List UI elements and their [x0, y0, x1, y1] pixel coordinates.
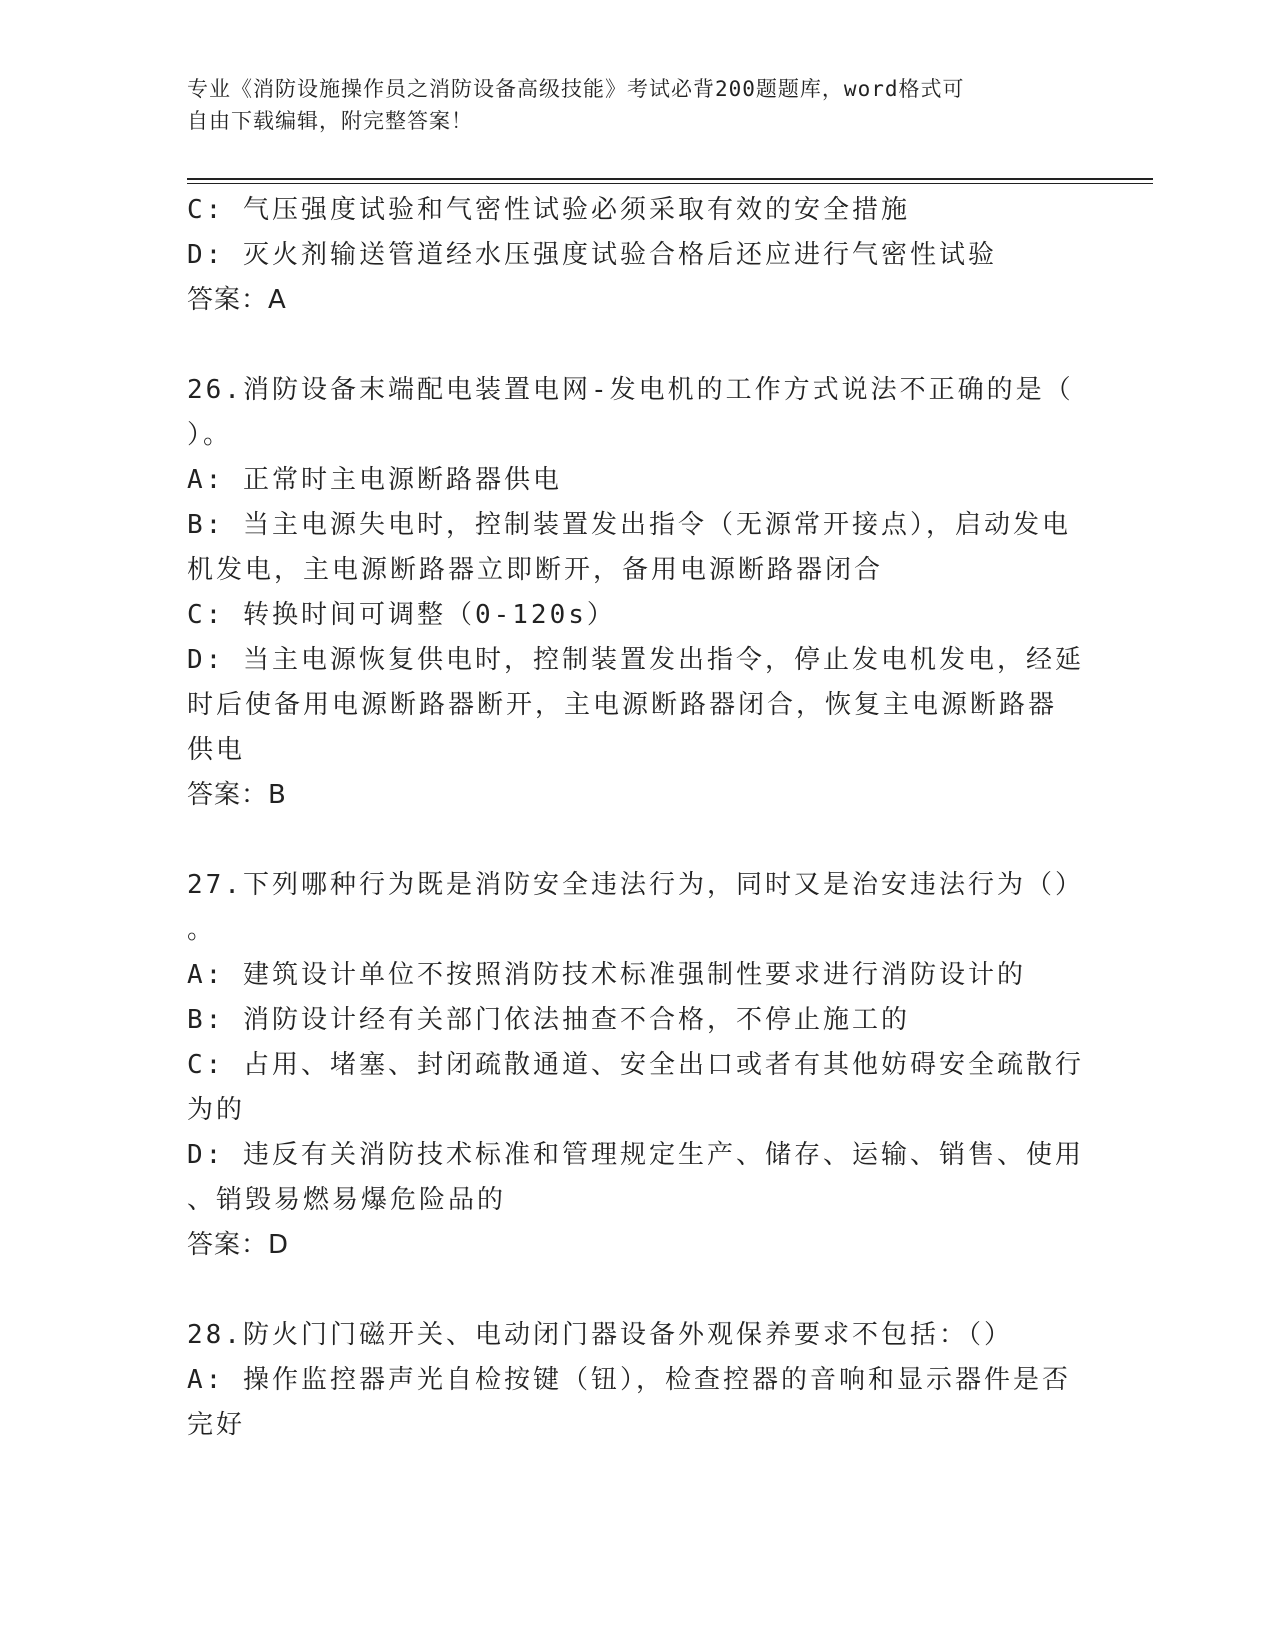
option-d-q26-cont-2: 供电: [187, 735, 246, 765]
header-line-1: 专业《消防设施操作员之消防设备高级技能》考试必背200题题库，word格式可: [187, 77, 965, 101]
option-d-q26-cont: 时后使备用电源断路器断开，主电源断路器闭合，恢复主电源断路器: [187, 690, 1058, 720]
option-d-q25: D: 灭火剂输送管道经水压强度试验合格后还应进行气密性试验: [187, 240, 997, 270]
question-27-stem: 27.下列哪种行为既是消防安全违法行为，同时又是治安违法行为（）: [187, 870, 1084, 900]
option-c-q25: C: 气压强度试验和气密性试验必须采取有效的安全措施: [187, 195, 910, 225]
question-27-stem-cont: 。: [187, 915, 217, 945]
answer-q26: 答案：B: [187, 780, 287, 810]
option-d-q26: D: 当主电源恢复供电时，控制装置发出指令，停止发电机发电，经延: [187, 645, 1084, 675]
header-rule-thick: [187, 178, 1153, 180]
answer-q25: 答案：A: [187, 285, 287, 315]
question-content: [187, 188, 1087, 1448]
option-c-q27: C: 占用、堵塞、封闭疏散通道、安全出口或者有其他妨碍安全疏散行: [187, 1050, 1084, 1080]
option-a-q28: A: 操作监控器声光自检按键（钮），检查控器的音响和显示器件是否: [187, 1365, 1071, 1395]
option-b-q27: B: 消防设计经有关部门依法抽查不合格，不停止施工的: [187, 1005, 910, 1035]
option-d-q27-cont: 、销毁易燃易爆危险品的: [187, 1185, 507, 1215]
option-a-q27: A: 建筑设计单位不按照消防技术标准强制性要求进行消防设计的: [187, 960, 1026, 990]
document-header: [187, 73, 1067, 137]
option-a-q26: A: 正常时主电源断路器供电: [187, 465, 562, 495]
option-a-q28-cont: 完好: [187, 1410, 246, 1440]
question-28-stem: 28.防火门门磁开关、电动闭门器设备外观保养要求不包括：（）: [187, 1320, 1013, 1350]
option-b-q26-cont: 机发电，主电源断路器立即断开，备用电源断路器闭合: [187, 555, 884, 585]
question-26-stem-cont: ）。: [187, 420, 233, 450]
header-rule-thin: [187, 183, 1153, 184]
spacer: [187, 1268, 1087, 1313]
option-b-q26: B: 当主电源失电时，控制装置发出指令（无源常开接点），启动发电: [187, 510, 1071, 540]
question-26-stem: 26.消防设备末端配电装置电网-发电机的工作方式说法不正确的是（: [187, 375, 1074, 405]
option-c-q26: C: 转换时间可调整（0-120s）: [187, 600, 616, 630]
spacer: [187, 818, 1087, 863]
answer-q27: 答案：D: [187, 1230, 290, 1260]
option-c-q27-cont: 为的: [187, 1095, 246, 1125]
header-line-2: 自由下载编辑，附完整答案！: [187, 109, 473, 133]
spacer: [187, 323, 1087, 368]
option-d-q27: D: 违反有关消防技术标准和管理规定生产、储存、运输、销售、使用: [187, 1140, 1084, 1170]
